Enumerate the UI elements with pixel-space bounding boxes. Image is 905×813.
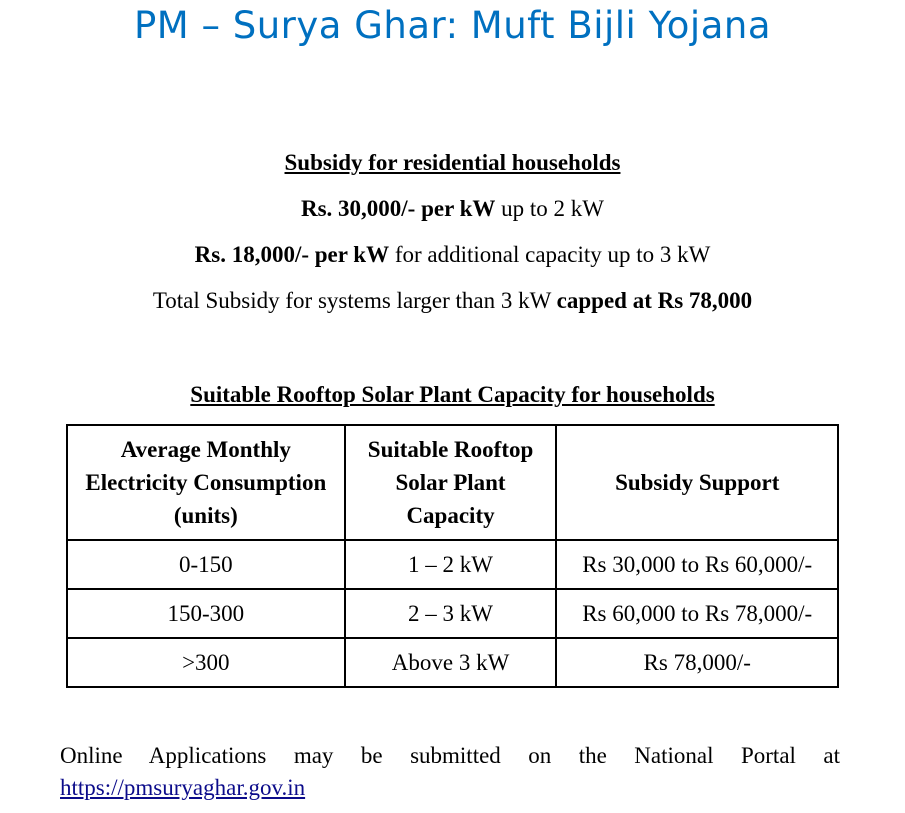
footer-link-line <box>60 772 305 804</box>
subsidy-line-1-bold: Rs. 30,000/- per kW <box>300 196 496 221</box>
footer-text: Online Applications may be submitted on the National Portal at <box>60 743 840 768</box>
subsidy-line-1-text: up to 2 kW <box>495 196 605 221</box>
cell-subsidy: Rs 60,000 to Rs 78,000/- <box>556 589 838 638</box>
subsidy-line-2-text: for additional capacity up to 3 kW <box>389 242 711 267</box>
table-row <box>67 638 838 687</box>
subsidy-line-3 <box>0 284 905 330</box>
cell-subsidy: Rs 78,000/- <box>556 638 838 687</box>
header-subsidy: Subsidy Support <box>556 425 838 540</box>
table-heading: Suitable Rooftop Solar Plant Capacity for households <box>190 382 715 407</box>
subsidy-line-3-text: Total Subsidy for systems larger than 3 kW <box>152 288 557 313</box>
subsidy-line-2-bold: Rs. 18,000/- per kW <box>194 242 390 267</box>
cell-capacity: 1 – 2 kW <box>345 540 557 589</box>
subsidy-heading-line <box>0 146 905 192</box>
header-capacity: Suitable Rooftop Solar Plant Capacity <box>345 425 557 540</box>
subsidy-section <box>0 146 905 330</box>
subsidy-line-2 <box>0 238 905 284</box>
page-title: PM – Surya Ghar: Muft Bijli Yojana <box>133 4 771 47</box>
portal-link[interactable]: https://pmsuryaghar.gov.in <box>60 775 306 800</box>
cell-consumption: 0-150 <box>67 540 345 589</box>
cell-capacity: 2 – 3 kW <box>345 589 557 638</box>
cell-capacity: Above 3 kW <box>345 638 557 687</box>
subsidy-heading: Subsidy for residential households <box>284 150 621 175</box>
header-consumption: Average Monthly Electricity Consumption (units) <box>67 425 345 540</box>
table-header-row <box>67 425 838 540</box>
capacity-table <box>66 424 839 688</box>
table-row <box>67 540 838 589</box>
cell-subsidy: Rs 30,000 to Rs 60,000/- <box>556 540 838 589</box>
cell-consumption: >300 <box>67 638 345 687</box>
cell-consumption: 150-300 <box>67 589 345 638</box>
subsidy-line-1 <box>0 192 905 238</box>
subsidy-line-3-bold: capped at Rs 78,000 <box>556 288 753 313</box>
table-row <box>67 589 838 638</box>
